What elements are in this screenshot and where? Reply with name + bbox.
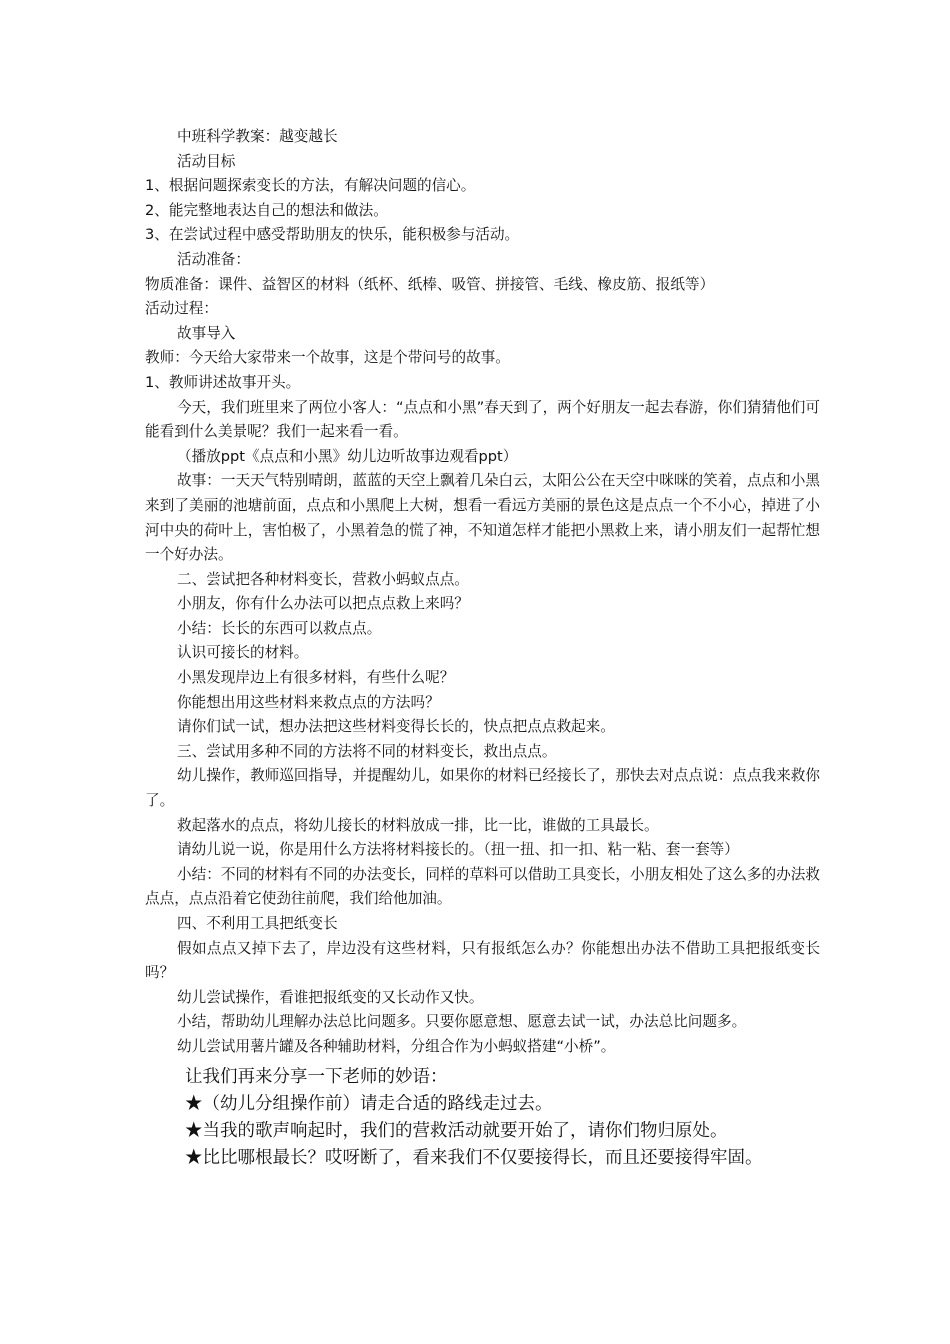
goal-item: 2、能完整地表达自己的想法和做法。	[145, 201, 388, 219]
section-heading-preparation: 活动准备：	[177, 250, 250, 268]
paragraph: 幼儿尝试操作，看谁把报纸变的又长动作又快。	[177, 988, 484, 1006]
quotes-heading: 让我们再来分享一下老师的妙语：	[185, 1066, 448, 1087]
section-heading-goals: 活动目标	[177, 152, 236, 170]
subheading-story-intro: 故事导入	[177, 324, 236, 342]
story-paragraph: 故事：一天天气特别晴朗，蓝蓝的天空上飘着几朵白云，太阳公公在天空中咪咪的笑着，点点和小黑来到了美丽的池塘前面，点点和小黑爬上大树，想看一看远方美丽的景色这是点点一个不小心，掉进了小河中央的荷叶上，害怕极了，小黑着急的慌了神，不知道怎样才能把小黑救上来，请小朋友们一起帮忙想一个好办法。	[145, 472, 820, 564]
materials-paragraph: 物质准备：课件、益智区的材料（纸杯、纸棒、吸管、拼接管、毛线、橡皮筋、报纸等）	[145, 275, 715, 293]
quote-item: ★（幼儿分组操作前）请走合适的路线走过去。	[185, 1093, 553, 1114]
paragraph: 小朋友，你有什么办法可以把点点救上来吗？	[177, 595, 469, 613]
section-heading-process: 活动过程：	[145, 300, 218, 318]
subheading-step-2: 二、尝试把各种材料变长，营救小蚂蚁点点。	[177, 570, 469, 588]
paragraph: 教师：今天给大家带来一个故事，这是个带问号的故事。	[145, 349, 510, 367]
paragraph: 小结：长长的东西可以救点点。	[177, 619, 382, 637]
paragraph: 小黑发现岸边上有很多材料，有些什么呢？	[177, 669, 455, 687]
quote-item: ★当我的歌声响起时，我们的营救活动就要开始了，请你们物归原处。	[185, 1120, 728, 1141]
paragraph: （播放ppt《点点和小黑》幼儿边听故事边观看ppt）	[177, 447, 518, 465]
goal-item: 3、在尝试过程中感受帮助朋友的快乐，能积极参与活动。	[145, 226, 520, 244]
paragraph: 幼儿尝试用薯片罐及各种辅助材料，分组合作为小蚂蚁搭建“小桥”。	[177, 1037, 616, 1055]
paragraph: 你能想出用这些材料来救点点的方法吗？	[177, 693, 440, 711]
paragraph: 小结：不同的材料有不同的办法变长，同样的草料可以借助工具变长，小朋友相处了这么多的办法救点点，点点沿着它使劲往前爬，我们给他加油。	[145, 865, 820, 908]
paragraph: 救起落水的点点，将幼儿接长的材料放成一排，比一比，谁做的工具最长。	[177, 816, 659, 834]
goal-item: 1、根据问题探索变长的方法，有解决问题的信心。	[145, 177, 476, 195]
document-body	[145, 125, 820, 1172]
subheading-step-4: 四、不利用工具把纸变长	[177, 915, 338, 932]
quote-item: ★比比哪根最长？哎呀断了，看来我们不仅要接得长，而且还要接得牢固。	[185, 1147, 763, 1168]
paragraph: 1、教师讲述故事开头。	[145, 373, 301, 391]
paragraph: 今天，我们班里来了两位小客人：“点点和小黑”春天到了，两个好朋友一起去春游，你们猜猜他们可能看到什么美景呢？我们一起来看一看。	[145, 398, 820, 441]
document-title: 中班科学教案：越变越长	[177, 128, 338, 145]
paragraph: 请幼儿说一说，你是用什么方法将材料接长的。（扭一扭、扣一扣、粘一粘、套一套等）	[177, 841, 739, 859]
paragraph: 认识可接长的材料。	[177, 644, 309, 662]
subheading-step-3: 三、尝试用多种不同的方法将不同的材料变长，救出点点。	[177, 742, 557, 760]
paragraph: 小结，帮助幼儿理解办法总比问题多。只要你愿意想、愿意去试一试，办法总比问题多。	[177, 1013, 747, 1031]
paragraph: 假如点点又掉下去了，岸边没有这些材料，只有报纸怎么办？你能想出办法不借助工具把报纸变长吗？	[145, 939, 820, 982]
paragraph: 请你们试一试，想办法把这些材料变得长长的，快点把点点救起来。	[177, 718, 615, 736]
paragraph: 幼儿操作，教师巡回指导，并提醒幼儿，如果你的材料已经接长了，那快去对点点说：点点我来救你了。	[145, 767, 820, 810]
